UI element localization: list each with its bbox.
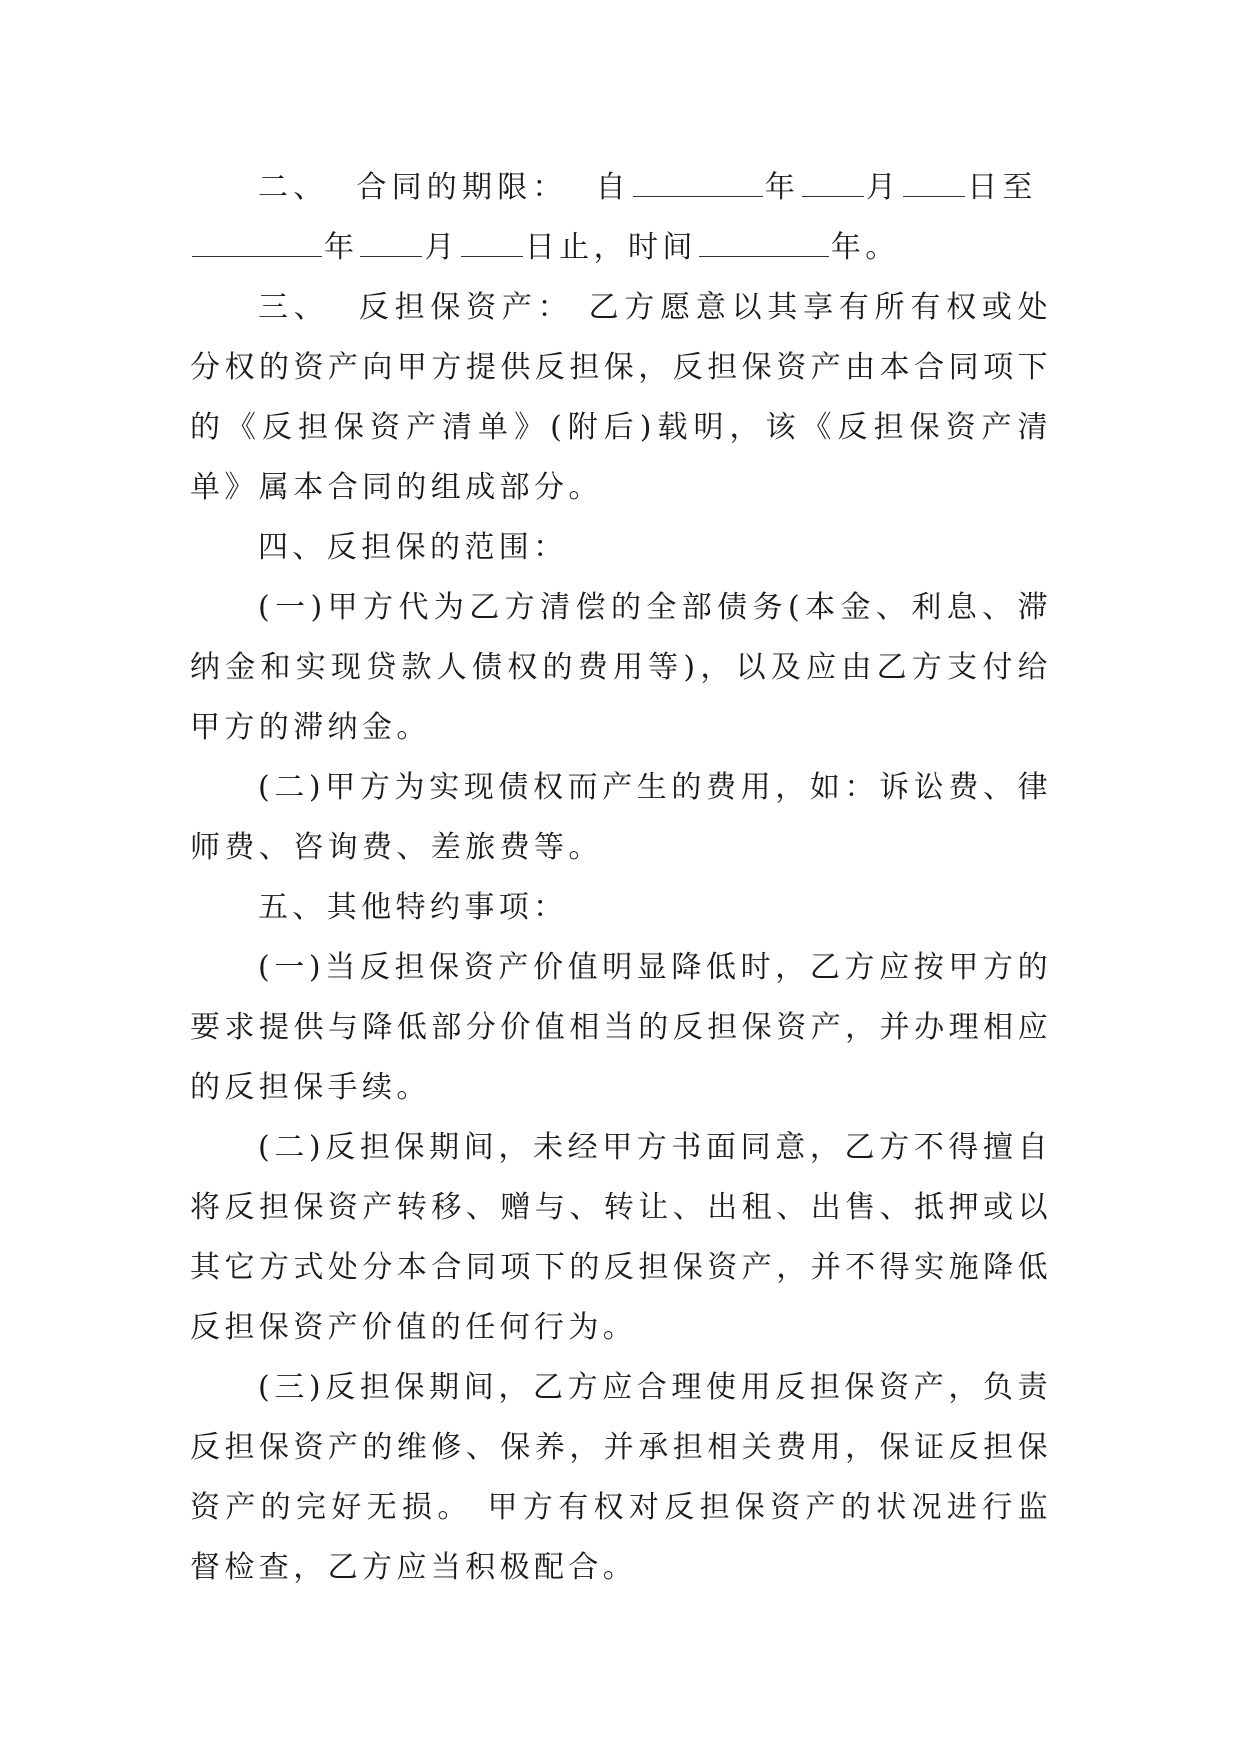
end-month-blank[interactable] xyxy=(360,230,422,257)
section-2-label: 合同的期限： xyxy=(356,170,568,205)
section-5-heading: 五、其他特约事项： xyxy=(258,890,568,925)
section-4-heading: 四、反担保的范围： xyxy=(258,530,568,565)
section-4-item-1: (一)甲方代为乙方清偿的全部债务(本金、利息、滞纳金和实现贷款人债权的费用等)，以及应由乙方支付给甲方的滞纳金。 xyxy=(190,590,1052,745)
duration-label: 年。 xyxy=(830,230,900,265)
end-month-label: 月 xyxy=(424,230,459,265)
end-day-blank[interactable] xyxy=(461,230,523,257)
section-2-number: 二、 xyxy=(258,170,329,205)
section-5-item-2: (二)反担保期间，未经甲方书面同意，乙方不得擅自将反担保资产转移、赠与、转让、出租、出售、抵押或以其它方式处分本合同项下的反担保资产，并不得实施降低反担保资产价值的任何行为。 xyxy=(190,1130,1052,1345)
section-5-item-1: (一)当反担保资产价值明显降低时，乙方应按甲方的要求提供与降低部分价值相当的反担保资产，并办理相应的反担保手续。 xyxy=(190,950,1052,1105)
start-day-label: 日至 xyxy=(967,170,1038,205)
start-month-blank[interactable] xyxy=(802,170,864,197)
start-day-blank[interactable] xyxy=(903,170,965,197)
start-year-blank[interactable] xyxy=(633,170,763,197)
section-3-assets xyxy=(190,278,1052,518)
start-year-label: 年 xyxy=(764,170,801,205)
start-month-label: 月 xyxy=(866,170,902,205)
section-3-label: 反担保资产： xyxy=(357,290,574,325)
end-year-blank[interactable] xyxy=(192,230,322,257)
section-3-number: 三、 xyxy=(258,290,330,325)
section-2-term xyxy=(190,158,1052,218)
section-3-text: 乙方愿意以其享有所有权或处分权的资产向甲方提供反担保，反担保资产由本合同项下的《反担保资产清单》(附后)载明，该《反担保资产清单》属本合同的组成部分。 xyxy=(190,290,1052,505)
section-2-term-end xyxy=(190,218,1052,278)
end-day-label: 日止，时间 xyxy=(524,230,697,265)
section-2-from: 自 xyxy=(595,170,631,205)
end-year-label: 年 xyxy=(324,230,359,265)
contract-body xyxy=(190,158,1052,1598)
duration-blank[interactable] xyxy=(699,230,829,257)
section-5-item-3: (三)反担保期间，乙方应合理使用反担保资产，负责反担保资产的维修、保养，并承担相关费用，保证反担保资产的完好无损。 甲方有权对反担保资产的状况进行监督检查，乙方应当积极配合。 xyxy=(190,1370,1052,1585)
section-4-item-2: (二)甲方为实现债权而产生的费用，如：诉讼费、律师费、咨询费、差旅费等。 xyxy=(190,770,1052,865)
